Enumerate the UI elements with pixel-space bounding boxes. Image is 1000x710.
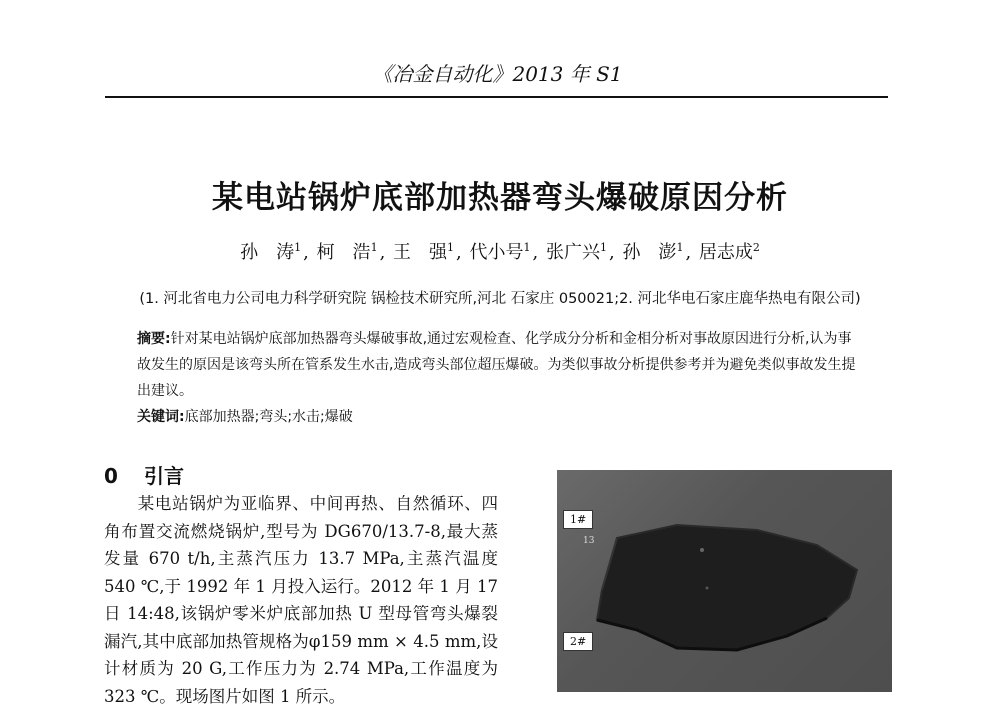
figure-photo xyxy=(557,470,892,692)
abstract-text: 针对某电站锅炉底部加热器弯头爆破事故,通过宏观检查、化学成分分析和金相分析对事故原因进行分析,认为事故发生的原因是该弯头所在管系发生水击,造成弯头部位超压爆破。为类似事故分析提供参考并为避免类似事故发生提出建议。 xyxy=(137,331,856,399)
author: 张广兴$^1$ xyxy=(545,241,607,263)
body-paragraph xyxy=(104,490,498,710)
journal-header: 《冶金自动化》2013 年 S1 xyxy=(372,62,623,86)
section-title: 引言 xyxy=(144,464,184,488)
author: 孙 澎$^1$ xyxy=(622,241,684,263)
keywords-label: 关键词: xyxy=(137,409,185,425)
body-paragraph-text: 某电站锅炉为亚临界、中间再热、自然循环、四角布置交流燃烧锅炉,型号为 DG670/13.7-8,最大蒸发量 670 t/h,主蒸汽压力 13.7 MPa,主蒸汽温度 540 ℃,于 1992 年 1 月投入运行。2012 年 1 月 17 日 14:48,该锅炉零米炉底部加热 U 型母管弯头爆裂漏汽,其中底部加热管规格为φ159 mm × 4.5 mm,设计材质为 20 G,工作压力为 2.74 MPa,工作温度为 323 ℃。现场图片如图 1 所示。 xyxy=(104,494,498,706)
section-heading xyxy=(104,460,184,489)
figure-mark: 13 xyxy=(583,536,595,546)
abstract-label: 摘要: xyxy=(137,331,171,347)
author: 王 强$^1$ xyxy=(393,241,455,263)
header-rule xyxy=(105,96,888,98)
section-number: 0 xyxy=(104,464,118,488)
author: 柯 浩$^1$ xyxy=(316,241,378,263)
affiliation: (1. 河北省电力公司电力科学研究院 锅检技术研究所,河北 石家庄 050021;2. 河北华电石家庄鹿华热电有限公司) xyxy=(139,291,861,307)
figure-drawing xyxy=(557,470,892,692)
figure-label-1: 1# xyxy=(563,510,593,529)
author: 居志成$^2$ xyxy=(698,241,760,263)
author: 孙 涛$^1$ xyxy=(240,241,302,263)
author: 代小号$^1$ xyxy=(469,241,531,263)
keywords xyxy=(137,404,865,430)
keywords-text: 底部加热器;弯头;水击;爆破 xyxy=(184,409,353,425)
figure-label-2: 2# xyxy=(563,632,593,651)
author-list: 孙 涛$^1$ , 柯 浩$^1$ , 王 强$^1$ , 代小号$^1$ , 张广兴$^1$ , 孙 澎$^1$ , 居志成$^2$ xyxy=(0,238,1000,264)
paper-title: 某电站锅炉底部加热器弯头爆破原因分析 xyxy=(212,180,788,216)
abstract xyxy=(137,326,865,404)
